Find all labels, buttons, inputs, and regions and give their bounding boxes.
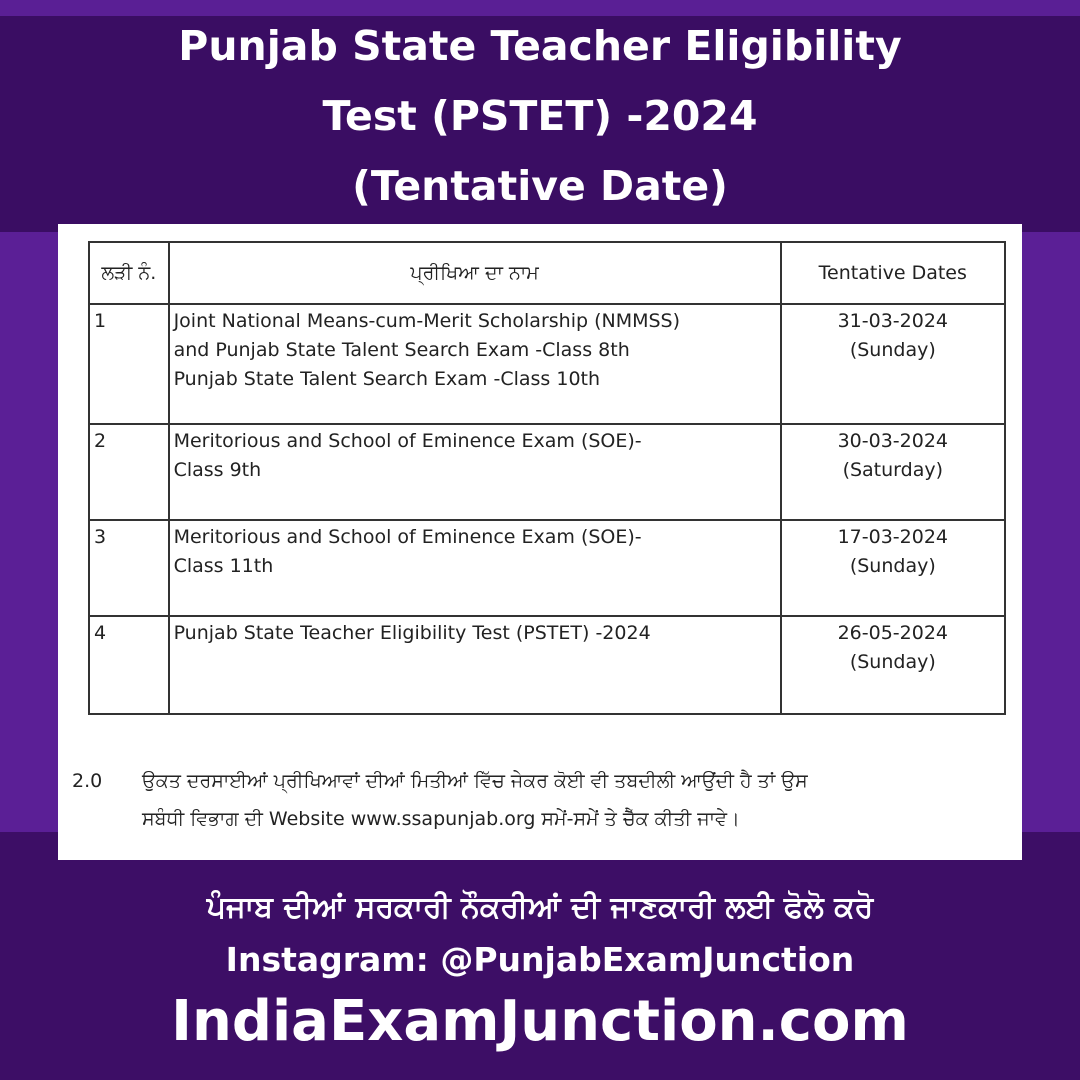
row-serial-number: 3 xyxy=(89,520,169,616)
header-tentative-dates: Tentative Dates xyxy=(781,242,1005,304)
table-row xyxy=(89,304,1005,424)
row-exam-name xyxy=(169,520,781,616)
row-exam-name xyxy=(169,424,781,520)
table-row xyxy=(89,424,1005,520)
exam-name-line: Class 11th xyxy=(173,555,274,577)
exam-day: (Sunday) xyxy=(849,555,936,577)
title-line-2: Test (PSTET) -2024 xyxy=(322,92,758,140)
footer-punjabi-line: ਪੰਜਾਬ ਦੀਆਂ ਸਰਕਾਰੀ ਨੌਕਰੀਆਂ ਦੀ ਜਾਣਕਾਰੀ ਲਈ ਫੋਲੋ ਕਰੋ xyxy=(206,890,874,925)
title-line-3: (Tentative Date) xyxy=(352,162,728,210)
row-date xyxy=(781,424,1005,520)
exam-name-line: Punjab State Teacher Eligibility Test (PSTET) -2024 xyxy=(173,622,651,644)
header-serial-number: ਲੜੀ ਨੰ. xyxy=(89,242,169,304)
row-serial-number: 1 xyxy=(89,304,169,424)
exam-name-line: Joint National Means-cum-Merit Scholarship (NMMSS) xyxy=(173,310,681,332)
exam-name-line: Class 9th xyxy=(173,459,262,481)
note-text xyxy=(142,762,1022,838)
note-line: ਸਬੰਧੀ ਵਿਭਾਗ ਦੀ Website www.ssapunjab.org ਸਮੇਂ-ਸਮੇਂ ਤੇ ਚੈੱਕ ਕੀਤੀ ਜਾਵੇ। xyxy=(142,808,740,830)
row-date xyxy=(781,304,1005,424)
row-exam-name xyxy=(169,616,781,714)
row-date xyxy=(781,616,1005,714)
exam-day: (Saturday) xyxy=(842,459,944,481)
exam-name-line: Punjab State Talent Search Exam -Class 10th xyxy=(173,368,601,390)
table-header-row xyxy=(89,242,1005,304)
exam-name-line: and Punjab State Talent Search Exam -Class 8th xyxy=(173,339,630,361)
row-exam-name xyxy=(169,304,781,424)
exam-date: 30-03-2024 xyxy=(837,430,948,452)
exam-date: 17-03-2024 xyxy=(837,526,948,548)
note-number: 2.0 xyxy=(72,770,103,792)
table-row xyxy=(89,520,1005,616)
row-serial-number: 2 xyxy=(89,424,169,520)
exam-schedule-table xyxy=(88,241,1006,715)
title-line-1: Punjab State Teacher Eligibility xyxy=(178,22,902,70)
exam-date: 26-05-2024 xyxy=(837,622,948,644)
exam-day: (Sunday) xyxy=(849,339,936,361)
exam-name-line: Meritorious and School of Eminence Exam (SOE)- xyxy=(173,526,642,548)
row-serial-number: 4 xyxy=(89,616,169,714)
document-scan xyxy=(58,224,1022,860)
exam-name-line: Meritorious and School of Eminence Exam (SOE)- xyxy=(173,430,642,452)
footer-instagram-handle: Instagram: @PunjabExamJunction xyxy=(225,940,855,979)
header-exam-name: ਪ੍ਰੀਖਿਆ ਦਾ ਨਾਮ xyxy=(169,242,781,304)
exam-date: 31-03-2024 xyxy=(837,310,948,332)
background-top-stripe xyxy=(0,0,1080,16)
row-date xyxy=(781,520,1005,616)
table-row xyxy=(89,616,1005,714)
note-line: ਉਕਤ ਦਰਸਾਈਆਂ ਪ੍ਰੀਖਿਆਵਾਂ ਦੀਆਂ ਮਿਤੀਆਂ ਵਿੱਚ ਜੇਕਰ ਕੋਈ ਵੀ ਤਬਦੀਲੀ ਆਉਂਦੀ ਹੈ ਤਾਂ ਉਸ xyxy=(142,770,808,792)
exam-day: (Sunday) xyxy=(849,651,936,673)
footer-website: IndiaExamJunction.com xyxy=(171,989,909,1054)
